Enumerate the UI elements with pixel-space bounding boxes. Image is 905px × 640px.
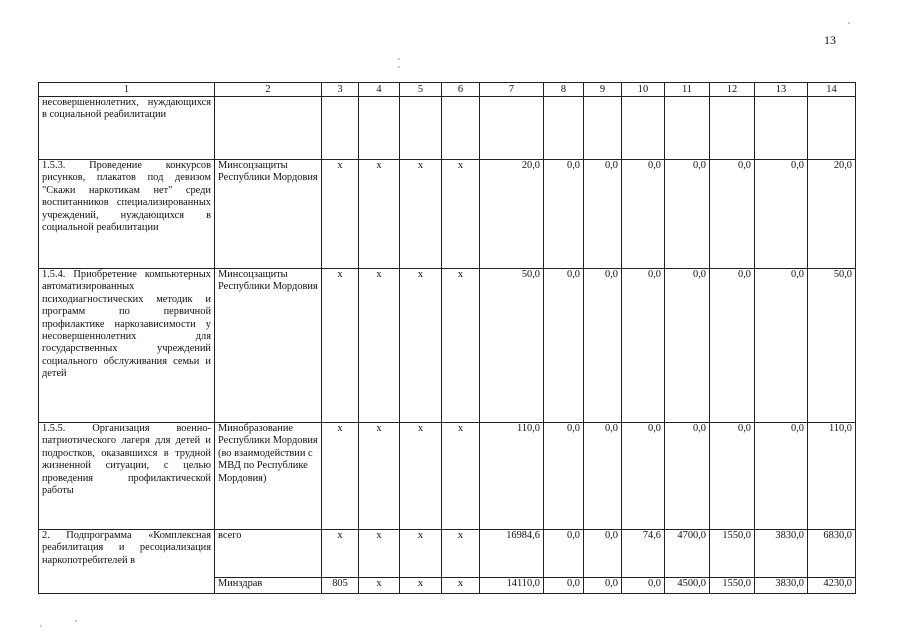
cell: 16984,6: [480, 530, 544, 578]
cell: [400, 97, 442, 160]
cell: x: [442, 160, 480, 269]
cell: 0,0: [710, 160, 755, 269]
table-row: [39, 530, 856, 578]
measure-name: несовершеннолетних, нуждающихся в социальной реабилитации: [39, 97, 215, 160]
cell: x: [442, 578, 480, 594]
cell: 0,0: [544, 160, 584, 269]
measure-name: 1.5.3. Проведение конкурсов рисунков, плакатов под девизом "Скажи наркотикам нет" среди воспитанников специализированных учреждений, нуждающихся в социальной реабилитации: [39, 160, 215, 269]
column-number: 3: [322, 83, 359, 97]
cell: x: [400, 423, 442, 530]
executor: Минсоцзащиты Республики Мордовия: [215, 269, 322, 423]
cell: 20,0: [480, 160, 544, 269]
cell: 0,0: [584, 423, 622, 530]
cell: 110,0: [808, 423, 856, 530]
scan-speck: [398, 66, 400, 68]
cell: 3830,0: [755, 578, 808, 594]
column-number: 9: [584, 83, 622, 97]
cell: [322, 97, 359, 160]
cell: 6830,0: [808, 530, 856, 578]
cell: [808, 97, 856, 160]
scan-speck: [75, 620, 77, 622]
cell: 4700,0: [665, 530, 710, 578]
cell: 0,0: [755, 160, 808, 269]
cell: x: [400, 160, 442, 269]
cell: x: [442, 530, 480, 578]
executor: Минсоцзащиты Республики Мордовия: [215, 160, 322, 269]
cell: x: [322, 530, 359, 578]
cell: 0,0: [544, 269, 584, 423]
cell: 0,0: [710, 269, 755, 423]
cell: [755, 97, 808, 160]
cell: 74,6: [622, 530, 665, 578]
cell: [665, 97, 710, 160]
column-number: 2: [215, 83, 322, 97]
cell: [584, 97, 622, 160]
cell: 0,0: [622, 578, 665, 594]
cell: x: [442, 269, 480, 423]
cell: 0,0: [622, 160, 665, 269]
cell: x: [359, 578, 400, 594]
scan-speck: [40, 625, 42, 627]
executor: всего: [215, 530, 322, 578]
cell: 110,0: [480, 423, 544, 530]
column-number: 6: [442, 83, 480, 97]
cell: 0,0: [584, 578, 622, 594]
page-number: 13: [824, 33, 836, 47]
cell: 0,0: [544, 578, 584, 594]
cell: 50,0: [808, 269, 856, 423]
column-number: 11: [665, 83, 710, 97]
cell: x: [400, 578, 442, 594]
cell: 0,0: [755, 269, 808, 423]
cell: [622, 97, 665, 160]
column-number: 10: [622, 83, 665, 97]
cell: 14110,0: [480, 578, 544, 594]
measure-name: 1.5.4. Приобретение компьютерных автоматизированных психодиагностических методик и программ по первичной профилактике наркозависимости у несовершеннолетних для государственных учреждений социального обслуживания семьи и детей: [39, 269, 215, 423]
scan-speck: [398, 58, 400, 60]
column-number: 13: [755, 83, 808, 97]
cell: 0,0: [584, 530, 622, 578]
cell: 4500,0: [665, 578, 710, 594]
cell: x: [359, 160, 400, 269]
cell: 0,0: [622, 423, 665, 530]
cell: 4230,0: [808, 578, 856, 594]
column-number: 1: [39, 83, 215, 97]
cell: x: [442, 423, 480, 530]
cell: x: [322, 160, 359, 269]
executor: Минздрав: [215, 578, 322, 594]
table-row: [39, 269, 856, 423]
cell: x: [322, 423, 359, 530]
cell: 0,0: [622, 269, 665, 423]
cell: 0,0: [584, 269, 622, 423]
cell: x: [400, 530, 442, 578]
cell: 1550,0: [710, 530, 755, 578]
cell: [480, 97, 544, 160]
measure-name: 2. Подпрограмма «Комплексная реабилитация и ресоциализация наркопотребителей в: [39, 530, 215, 594]
column-number: 4: [359, 83, 400, 97]
cell: 0,0: [755, 423, 808, 530]
cell: 0,0: [544, 423, 584, 530]
column-number: 5: [400, 83, 442, 97]
cell: 0,0: [584, 160, 622, 269]
cell: 805: [322, 578, 359, 594]
cell: 20,0: [808, 160, 856, 269]
table-row: [39, 97, 856, 160]
column-number: 8: [544, 83, 584, 97]
cell: x: [359, 530, 400, 578]
cell: 0,0: [665, 269, 710, 423]
cell: x: [322, 269, 359, 423]
column-number: 14: [808, 83, 856, 97]
column-number: 7: [480, 83, 544, 97]
cell: [544, 97, 584, 160]
cell: 0,0: [665, 160, 710, 269]
cell: 3830,0: [755, 530, 808, 578]
cell: x: [359, 269, 400, 423]
measure-name: 1.5.5. Организация военно-патриотического лагеря для детей и подростков, оказавшихся в трудной жизненной ситуации, с целью проведения профилактической работы: [39, 423, 215, 530]
budget-table: [38, 82, 856, 594]
scan-speck: [848, 22, 850, 24]
cell: x: [359, 423, 400, 530]
column-number: 12: [710, 83, 755, 97]
cell: 0,0: [710, 423, 755, 530]
table-row: [39, 160, 856, 269]
executor: Минобразование Республики Мордовия (во взаимодействии с МВД по Республике Мордовия): [215, 423, 322, 530]
executor: [215, 97, 322, 160]
cell: [359, 97, 400, 160]
column-number-header: [39, 83, 856, 97]
cell: 0,0: [544, 530, 584, 578]
cell: x: [400, 269, 442, 423]
cell: 0,0: [665, 423, 710, 530]
cell: 50,0: [480, 269, 544, 423]
cell: 1550,0: [710, 578, 755, 594]
cell: [710, 97, 755, 160]
cell: [442, 97, 480, 160]
table-row: [39, 423, 856, 530]
